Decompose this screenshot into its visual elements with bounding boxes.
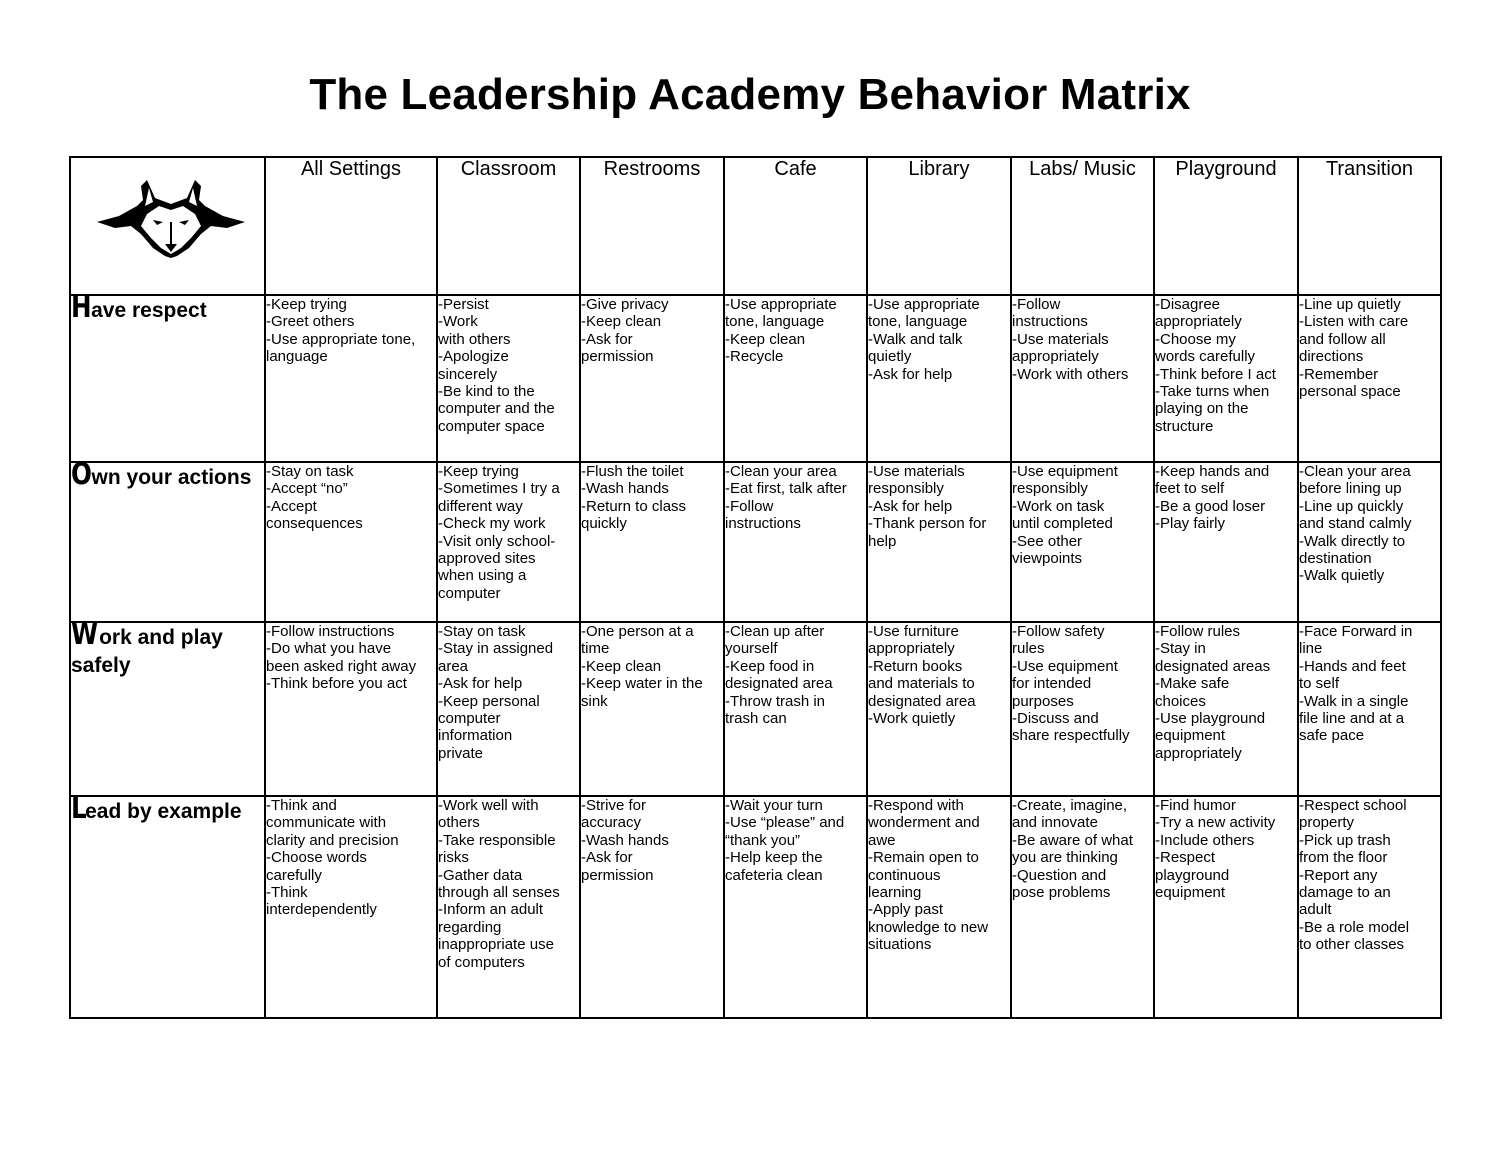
cell-line: designated area [868, 692, 976, 710]
cell-line: -Sometimes I try a [438, 480, 560, 498]
cell-line: -Wash hands [581, 831, 669, 849]
cell-line: risks [438, 849, 469, 867]
cell-line: -Think [266, 884, 308, 902]
matrix-cell [1298, 462, 1441, 622]
matrix-cell [580, 462, 724, 622]
cell-line: -Accept “no” [266, 480, 348, 498]
row-work-and-play-safely [70, 622, 1441, 796]
cell-line: -Respect school [1299, 797, 1407, 814]
cell-line: -Ask for help [438, 675, 523, 693]
header-row [70, 157, 1441, 295]
cell-line: -Report any [1299, 866, 1378, 884]
cell-line: -Follow [1012, 296, 1061, 313]
matrix-cell [867, 622, 1011, 796]
cell-line: of computers [438, 953, 525, 971]
cell-line: when using a [438, 567, 527, 585]
cell-line: interdependently [266, 901, 377, 919]
cell-line: -Make safe [1155, 675, 1230, 693]
matrix-cell [724, 796, 867, 1018]
cell-line: instructions [1012, 313, 1088, 331]
cell-line: -Use equipment [1012, 463, 1118, 480]
cell-line: information [438, 727, 513, 745]
cell-line: tone, language [725, 313, 825, 331]
cell-line: playground [1155, 866, 1230, 884]
matrix-cell [1154, 622, 1298, 796]
cell-line: -Apply past [868, 901, 944, 919]
cell-line: and follow all [1299, 330, 1386, 348]
cell-line: responsibly [1012, 480, 1088, 498]
cell-line: designated areas [1155, 657, 1271, 675]
cell-line: -Persist [438, 296, 489, 313]
cell-line: -Play fairly [1155, 515, 1226, 533]
cell-line: -Stay in assigned [438, 640, 554, 658]
cell-line: file line and at a [1299, 710, 1405, 728]
cell-line: -Keep trying [266, 296, 347, 313]
row-header [70, 290, 265, 462]
cell-line: through all senses [438, 884, 560, 902]
matrix-cell [724, 462, 867, 622]
matrix-cell [265, 462, 437, 622]
cell-line: -Use equipment [1012, 657, 1118, 675]
cell-line: viewpoints [1012, 550, 1083, 568]
cell-line: words carefully [1155, 348, 1256, 366]
matrix-cell [1011, 622, 1154, 796]
row-header [70, 457, 265, 622]
matrix-cell [437, 295, 580, 462]
cell-line: until completed [1012, 515, 1113, 533]
cell-line: -Clean your area [1299, 463, 1411, 480]
matrix-cell [1011, 295, 1154, 462]
column-header-all-settings: All Settings [265, 157, 437, 295]
cell-line: computer [438, 584, 501, 602]
cell-line: -Question and [1012, 866, 1107, 884]
cell-line: -Choose my [1155, 330, 1236, 348]
row-initial: L [71, 791, 87, 826]
cell-line: wonderment and [868, 814, 980, 832]
cell-line: sink [581, 692, 608, 710]
cell-line: property [1299, 814, 1355, 832]
cell-line: -Create, imagine, [1012, 797, 1128, 814]
cell-line: and materials to [868, 675, 975, 693]
cell-line: -Hands and feet [1299, 657, 1406, 675]
row-have-respect [70, 295, 1441, 462]
cell-line: -Use “please” and [725, 814, 845, 832]
matrix-cell [437, 796, 580, 1018]
cell-line: knowledge to new [868, 918, 989, 936]
cell-line: responsibly [868, 480, 944, 498]
matrix-cell [580, 796, 724, 1018]
cell-line: inappropriate use [438, 936, 554, 954]
cell-line: -Keep trying [438, 463, 519, 480]
cell-line: quickly [581, 515, 627, 533]
cell-line: -Find humor [1155, 797, 1236, 814]
cell-line: -Ask for help [868, 365, 953, 383]
cell-line: carefully [266, 866, 322, 884]
matrix-cell [437, 622, 580, 796]
cell-line: -Use playground [1155, 710, 1266, 728]
cell-line: equipment [1155, 884, 1226, 902]
cell-line: feet to self [1155, 480, 1225, 498]
cell-line: -Help keep the [725, 849, 823, 867]
cell-line: -Visit only school- [438, 532, 556, 550]
column-header-playground: Playground [1154, 157, 1298, 295]
column-header-restrooms: Restrooms [580, 157, 724, 295]
cell-line: -Keep clean [725, 330, 806, 348]
cell-line: -Use appropriate [725, 296, 837, 313]
behavior-matrix-table [69, 156, 1442, 1019]
cell-line: appropriately [1012, 348, 1099, 366]
row-label: wn your actions [91, 466, 252, 489]
cell-line: with others [438, 330, 511, 348]
cell-line: -Line up quietly [1299, 296, 1401, 313]
row-header [70, 617, 265, 796]
cell-line: -Be a good loser [1155, 497, 1266, 515]
cell-line: -Recycle [725, 348, 784, 366]
cell-line: consequences [266, 515, 363, 533]
row-header [70, 791, 265, 1018]
cell-line: -One person at a [581, 623, 694, 640]
cell-line: you are thinking [1012, 849, 1118, 867]
cell-line: approved sites [438, 550, 536, 568]
cell-line: -Accept [266, 497, 317, 515]
cell-line: -Try a new activity [1155, 814, 1276, 832]
cell-line: -See other [1012, 532, 1083, 550]
cell-line: time [581, 640, 610, 658]
cell-line: private [438, 744, 484, 762]
cell-line: designated area [725, 675, 833, 693]
cell-line: -Remain open to [868, 849, 979, 867]
matrix-cell [437, 462, 580, 622]
cell-line: -Follow [725, 497, 774, 515]
row-initial: W [71, 617, 99, 652]
cell-line: -Stay on task [266, 463, 354, 480]
cell-line: -Follow rules [1155, 623, 1241, 640]
cell-line: directions [1299, 348, 1364, 366]
matrix-cell [1298, 622, 1441, 796]
cell-line: to other classes [1299, 936, 1405, 954]
cell-line: -Greet others [266, 313, 355, 331]
cell-line: adult [1299, 901, 1332, 919]
cell-line: -Gather data [438, 866, 523, 884]
cell-line: -Follow instructions [266, 623, 395, 640]
cell-line: -Use appropriate tone, [266, 330, 416, 348]
column-header-transition: Transition [1298, 157, 1441, 295]
matrix-cell [1154, 462, 1298, 622]
matrix-cell [867, 295, 1011, 462]
cell-line: -Inform an adult [438, 901, 544, 919]
cell-line: -Give privacy [581, 296, 669, 313]
cell-line: -Take turns when [1155, 383, 1270, 401]
cell-line: line [1299, 640, 1323, 658]
cell-line: -Return to class [581, 497, 687, 515]
matrix-cell [1298, 295, 1441, 462]
cell-line: from the floor [1299, 849, 1388, 867]
cell-line: -Keep water in the [581, 675, 703, 693]
cell-line: communicate with [266, 814, 387, 832]
cell-line: sincerely [438, 365, 498, 383]
matrix-cell [580, 295, 724, 462]
cell-line: language [266, 348, 328, 366]
cell-line: permission [581, 348, 654, 366]
cell-line: -Think before you act [266, 675, 407, 693]
cell-line: -Think before I act [1155, 365, 1276, 383]
cell-line: -Apologize [438, 348, 509, 366]
cell-line: others [438, 814, 480, 832]
cell-line: -Line up quickly [1299, 497, 1404, 515]
matrix-cell [265, 622, 437, 796]
row-initial: H [71, 290, 92, 325]
matrix-cell [724, 622, 867, 796]
cell-line: -Keep clean [581, 313, 662, 331]
cell-line: -Work with others [1012, 365, 1129, 383]
cell-line: computer [438, 710, 501, 728]
cell-line: purposes [1012, 692, 1074, 710]
cell-line: to self [1299, 675, 1340, 693]
cell-line: -Work on task [1012, 497, 1105, 515]
cell-line: -Walk quietly [1299, 567, 1385, 585]
row-lead-by-example [70, 796, 1441, 1018]
cell-line: -Pick up trash [1299, 831, 1391, 849]
cell-line: -Stay on task [438, 623, 526, 640]
cell-line: -Work quietly [868, 710, 956, 728]
row-label: ead by example [85, 800, 242, 823]
cell-line: tone, language [868, 313, 968, 331]
cell-line: -Use furniture [868, 623, 959, 640]
matrix-cell [580, 622, 724, 796]
cell-line: yourself [725, 640, 778, 658]
cell-line: -Work [438, 313, 478, 331]
matrix-cell [265, 295, 437, 462]
cell-line: and innovate [1012, 814, 1098, 832]
cell-line: -Use materials [868, 463, 965, 480]
cell-line: -Disagree [1155, 296, 1221, 313]
cell-line: pose problems [1012, 884, 1111, 902]
cell-line: damage to an [1299, 884, 1391, 902]
row-own-your-actions [70, 462, 1441, 622]
cell-line: -Walk and talk [868, 330, 963, 348]
cell-line: -Be kind to the [438, 383, 535, 401]
cell-line: -Keep food in [725, 657, 815, 675]
cell-line: appropriately [1155, 744, 1242, 762]
cell-line: -Discuss and [1012, 710, 1099, 728]
cell-line: -Walk directly to [1299, 532, 1406, 550]
cell-line: -Check my work [438, 515, 546, 533]
column-header-labs-music: Labs/ Music [1011, 157, 1154, 295]
cell-line: -Stay in [1155, 640, 1206, 658]
cell-line: awe [868, 831, 896, 849]
cell-line: structure [1155, 417, 1214, 435]
cell-line: “thank you” [725, 831, 801, 849]
cell-line: situations [868, 936, 932, 954]
cell-line: -Clean up after [725, 623, 825, 640]
matrix-cell [724, 295, 867, 462]
cell-line: quietly [868, 348, 912, 366]
cell-line: been asked right away [266, 657, 417, 675]
cell-line: different way [438, 497, 523, 515]
cell-line: -Use appropriate [868, 296, 980, 313]
cell-line: continuous [868, 866, 941, 884]
cell-line: -Use materials [1012, 330, 1109, 348]
cell-line: -Keep personal [438, 692, 540, 710]
cell-line: trash can [725, 710, 787, 728]
cell-line: -Eat first, talk after [725, 480, 847, 498]
cell-line: equipment [1155, 727, 1226, 745]
cell-line: clarity and precision [266, 831, 399, 849]
cell-line: -Do what you have [266, 640, 392, 658]
cell-line: -Ask for help [868, 497, 953, 515]
cell-line: instructions [725, 515, 801, 533]
column-header-classroom: Classroom [437, 157, 580, 295]
cell-line: -Choose words [266, 849, 367, 867]
cell-line: -Face Forward in [1299, 623, 1413, 640]
column-header-library: Library [867, 157, 1011, 295]
cell-line: -Walk in a single [1299, 692, 1409, 710]
cell-line: -Respond with [868, 797, 964, 814]
row-label: ork and play safely [71, 626, 223, 677]
cell-line: -Clean your area [725, 463, 837, 480]
cell-line: -Ask for [581, 330, 633, 348]
cell-line: -Think and [266, 797, 337, 814]
matrix-cell [265, 796, 437, 1018]
cell-line: -Keep clean [581, 657, 662, 675]
cell-line: -Remember [1299, 365, 1379, 383]
cell-line: -Strive for [581, 797, 647, 814]
cell-line: -Ask for [581, 849, 633, 867]
cell-line: -Listen with care [1299, 313, 1409, 331]
cell-line: computer and the [438, 400, 555, 418]
cell-line: personal space [1299, 383, 1401, 401]
cell-line: for intended [1012, 675, 1092, 693]
cell-line: playing on the [1155, 400, 1249, 418]
cell-line: -Thank person for [868, 515, 987, 533]
matrix-cell [867, 462, 1011, 622]
cell-line: -Throw trash in [725, 692, 826, 710]
cell-line: appropriately [868, 640, 955, 658]
cell-line: destination [1299, 550, 1372, 568]
cell-line: -Work well with [438, 797, 539, 814]
wolf-head-logo-icon [97, 176, 245, 262]
matrix-cell [1154, 295, 1298, 462]
cell-line: cafeteria clean [725, 866, 823, 884]
cell-line: -Return books [868, 657, 963, 675]
cell-line: and stand calmly [1299, 515, 1412, 533]
cell-line: computer space [438, 417, 545, 435]
matrix-cell [1011, 796, 1154, 1018]
cell-line: -Wait your turn [725, 797, 823, 814]
cell-line: learning [868, 884, 922, 902]
cell-line: -Be aware of what [1012, 831, 1133, 849]
matrix-cell [1011, 462, 1154, 622]
cell-line: -Take responsible [438, 831, 556, 849]
cell-line: share respectfully [1012, 727, 1130, 745]
cell-line: -Flush the toilet [581, 463, 684, 480]
matrix-cell [1154, 796, 1298, 1018]
cell-line: rules [1012, 640, 1045, 658]
cell-line: -Be a role model [1299, 918, 1410, 936]
cell-line: -Respect [1155, 849, 1216, 867]
cell-line: area [438, 657, 469, 675]
column-header-cafe: Cafe [724, 157, 867, 295]
row-label: ave respect [91, 299, 207, 322]
cell-line: help [868, 532, 897, 550]
cell-line: regarding [438, 918, 502, 936]
cell-line: accuracy [581, 814, 642, 832]
cell-line: safe pace [1299, 727, 1365, 745]
cell-line: choices [1155, 692, 1206, 710]
cell-line: -Include others [1155, 831, 1255, 849]
matrix-cell [867, 796, 1011, 1018]
cell-line: before lining up [1299, 480, 1402, 498]
row-initial: O [71, 457, 92, 492]
cell-line: permission [581, 866, 654, 884]
cell-line: -Wash hands [581, 480, 669, 498]
cell-line: -Follow safety [1012, 623, 1105, 640]
logo-cell [70, 157, 265, 295]
page-title: The Leadership Academy Behavior Matrix [309, 70, 1191, 119]
cell-line: -Keep hands and [1155, 463, 1270, 480]
cell-line: appropriately [1155, 313, 1242, 331]
matrix-cell [1298, 796, 1441, 1018]
